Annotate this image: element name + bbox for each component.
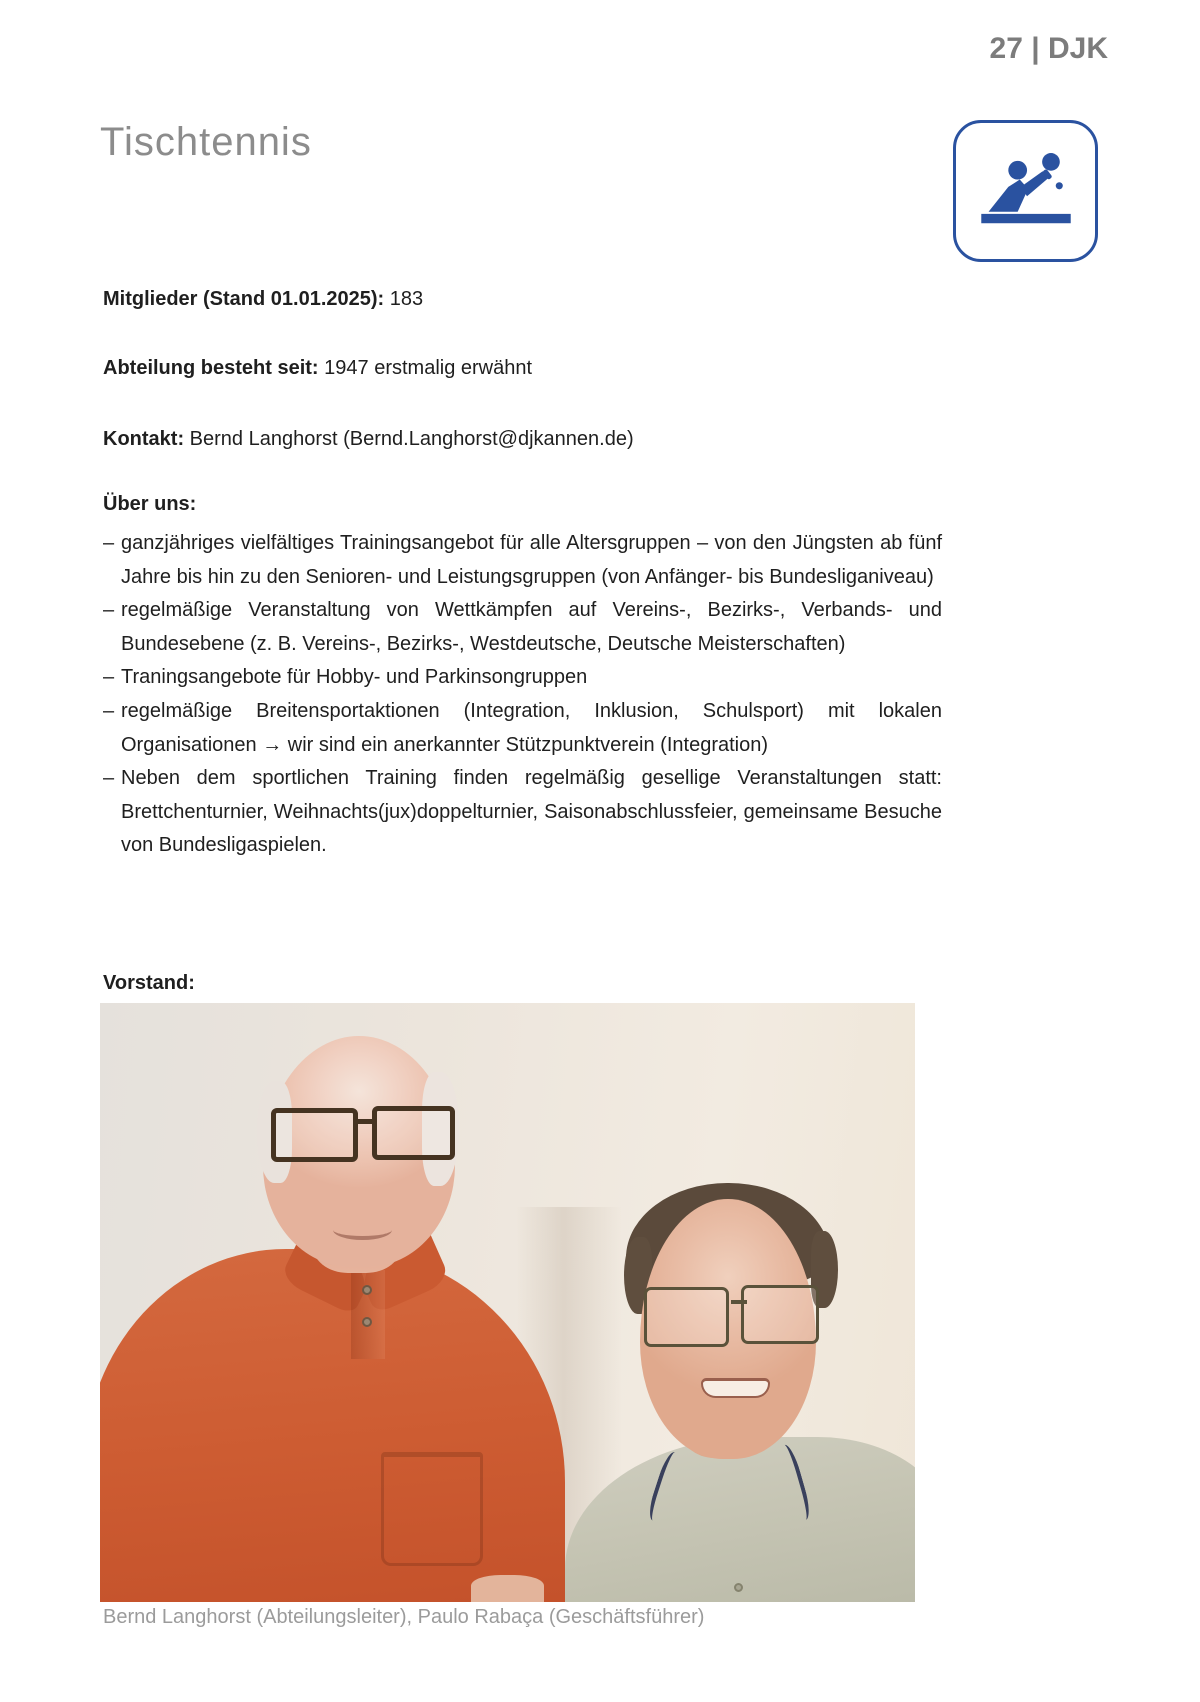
meta-kontakt-value: Bernd Langhorst (Bernd.Langhorst@djkannen.de) [189, 428, 634, 450]
bernd-glasses-bridge [355, 1119, 376, 1124]
bernd-placket [351, 1270, 385, 1360]
list-item-text: Neben dem sportlichen Training finden regelmäßig gesellige Veranstaltungen statt: Brettchenturnier, Weihnachts(jux)doppelturnier, Saisonabschlussfeier, gemeinsame Besuche von Bundesligaspielen. [121, 767, 942, 857]
list-item-text: Traningsangebote für Hobby- und Parkinsongruppen [121, 666, 588, 689]
bernd-glasses-lens [271, 1108, 357, 1162]
page-title: Tischtennis [100, 120, 312, 164]
vorstand-heading: Vorstand: [103, 972, 195, 994]
page-number: 27 | DJK [989, 32, 1108, 65]
list-item-text: regelmäßige Breitensportaktionen (Integration, Inklusion, Schulsport) mit lokalen Organisationen → wir sind ein anerkannter Stützpunktverein (Integration) [121, 699, 942, 756]
dash-marker: – [103, 532, 115, 554]
table-tennis-icon [974, 139, 1078, 243]
board-photo [100, 1003, 915, 1602]
paulo-smile [701, 1378, 769, 1398]
meta-mitglieder-value: 183 [389, 288, 424, 310]
dash-marker: – [103, 767, 115, 790]
table-tennis-icon-box [953, 120, 1098, 262]
meta-abteilung-value: 1947 erstmalig erwähnt [324, 357, 533, 379]
meta-kontakt-label: Kontakt: [103, 428, 185, 450]
bernd-chest-pocket [381, 1452, 483, 1566]
paulo-glasses-lens [741, 1285, 819, 1345]
meta-abteilung [103, 355, 942, 381]
meta-abteilung-label: Abteilung besteht seit: [103, 357, 319, 379]
list-item-text: regelmäßige Veranstaltung von Wettkämpfen auf Vereins-, Bezirks-, Verbands- und Bundesebene (z. B. Vereins-, Bezirks-, Westdeutsche, Deutsche Meisterschaften) [121, 599, 942, 655]
list-item [103, 695, 942, 762]
bernd-glasses-lens [372, 1106, 455, 1160]
list-item [103, 527, 942, 594]
dash-marker: – [103, 699, 115, 722]
list-item [103, 762, 942, 863]
about-heading: Über uns: [103, 493, 197, 515]
meta-kontakt [103, 426, 942, 452]
dash-marker: – [103, 666, 115, 689]
bernd-hand [471, 1575, 544, 1602]
paulo-glasses-lens [644, 1287, 729, 1347]
meta-mitglieder [103, 286, 942, 312]
about-list [103, 527, 942, 863]
list-item-text: ganzjähriges vielfältiges Trainingsangebot für alle Altersgruppen – von den Jüngsten ab fünf Jahre bis hin zu den Senioren- und Leistungsgruppen (von Anfänger- bis Bundesliganiveau) [121, 532, 942, 588]
paulo-glasses-bridge [731, 1300, 747, 1304]
meta-mitglieder-label: Mitglieder (Stand 01.01.2025): [103, 288, 385, 310]
bernd-button [362, 1285, 372, 1295]
dash-marker: – [103, 599, 115, 622]
photo-caption: Bernd Langhorst (Abteilungsleiter), Paulo Rabaça (Geschäftsführer) [103, 1606, 705, 1628]
list-item [103, 594, 942, 661]
bernd-smile [333, 1220, 392, 1240]
paulo-button [734, 1583, 743, 1592]
list-item [103, 661, 942, 695]
